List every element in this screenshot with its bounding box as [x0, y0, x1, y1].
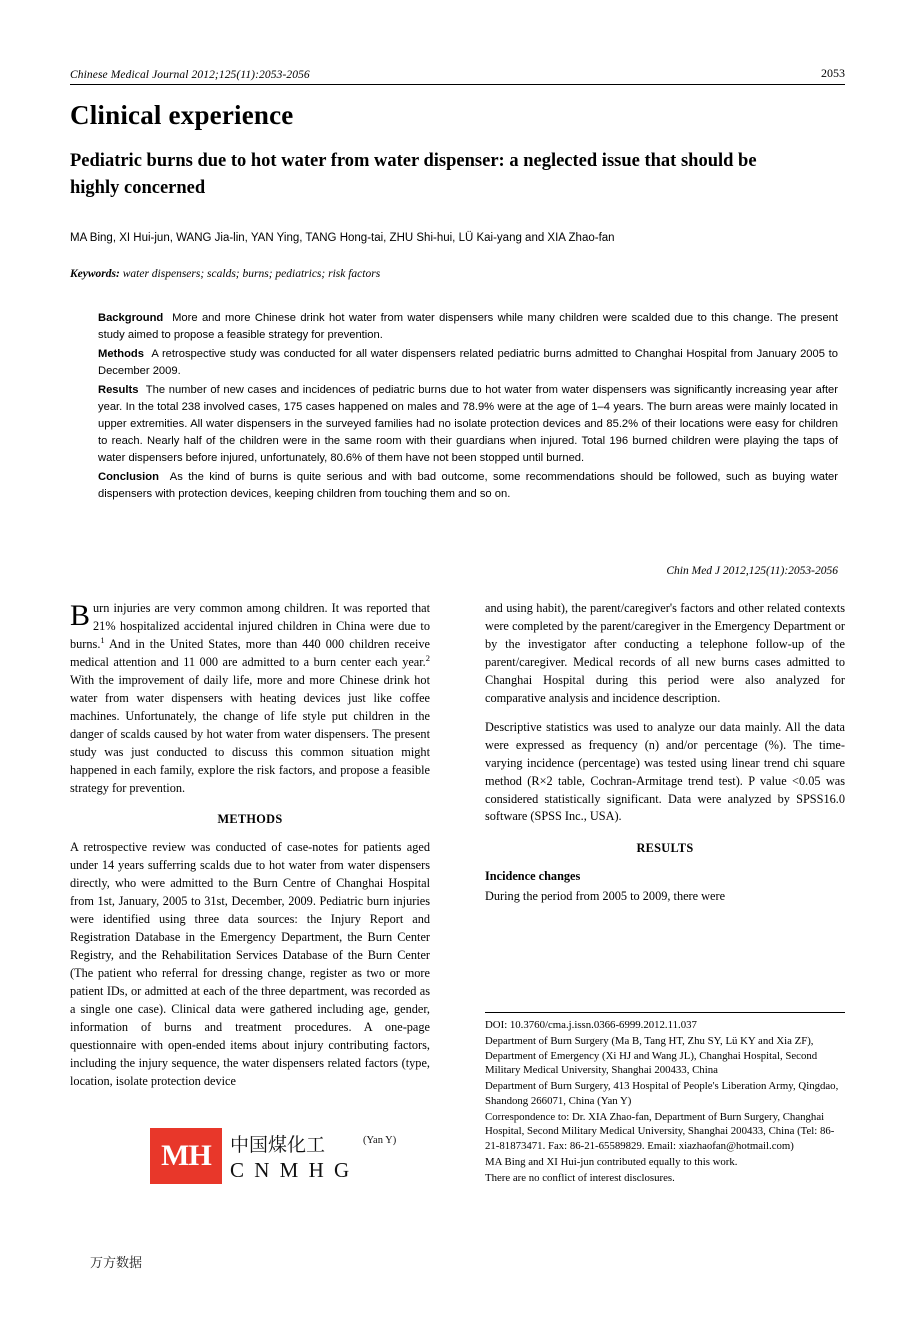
- footnote-correspondence: Correspondence to: Dr. XIA Zhao-fan, Department of Burn Surgery, Changhai Hospital, Second Military Medical University, Shanghai 200433, China (Tel: 86-21-81873471. Fax: 86-21-65589829. Email: xiazhaofan@hotmail.com): [485, 1110, 835, 1153]
- header-divider: [70, 84, 845, 85]
- body-left-column: [70, 600, 430, 1102]
- abstract-background-label: Background: [98, 312, 164, 324]
- page-number: 2053: [821, 66, 845, 80]
- section-title: Clinical experience: [70, 100, 294, 130]
- abstract-background: [98, 310, 838, 344]
- keywords-values: water dispensers; scalds; burns; pediatrics; risk factors: [119, 268, 381, 280]
- subheading-incidence-changes: Incidence changes: [485, 869, 581, 884]
- heading-results: RESULTS: [636, 841, 694, 856]
- abstract-results-text: The number of new cases and incidences of pediatric burns due to hot water from water dispensers was significantly increasing year after year. In the total 238 involved cases, 175 cases happened on males and 78.9% were at the age of 1–4 years. The burn areas were mainly located in upper extremities. All water dispensers in the surveyed families had no isolate protection devices and 85.2% of their locations were easy for children to reach. Nearly half of the children were in the same room with their guardians when injured. Total 196 burned children were playing the taps of water dispensers before injured, unfortunately, 80.6% of them have not been stopped until burned.: [98, 384, 839, 465]
- keywords-line: [70, 268, 770, 280]
- footnote-affiliation-2: Department of Burn Surgery, 413 Hospital of People's Liberation Army, Qingdao, Shandong 266071, China (Yan Y): [485, 1080, 839, 1107]
- paragraph-intro-a: urn injuries are very common among children. It was reported that 21% hospitalized accidental injured children in China were due to burns.: [70, 601, 430, 651]
- footnote-divider: [485, 1012, 845, 1013]
- footnote-doi: DOI: 10.3760/cma.j.issn.0366-6999.2012.11.037: [485, 1019, 697, 1031]
- abstract-conclusion-label: Conclusion: [98, 471, 159, 484]
- paragraph-statistics: Descriptive statistics was used to analyze our data mainly. All the data were expressed as frequency (n) and/or percentage (%). The time-varying incidence (percentage) was tested using linear trend chi square method (R×2 table, Cochran-Armitage trend test). P value <0.05 was considered statistically significant. Data were analyzed by SPSS16.0 software (SPSS Inc., USA).: [485, 719, 845, 824]
- paragraph-intro-b: And in the United States, more than 440 000 children receive medical attention and 11 000 are admitted to a burn center each year.: [70, 636, 430, 669]
- paragraph-methods-cont: and using habit), the parent/caregiver's factors and other related contexts were completed by the parent/caregiver in the Emergency Department or by the investigator after conducting a telephone follow-up of the parent/caregiver. Medical records of all new burns cases admitted to Changhai Hospital during this period were also analyzed for comparative analysis and incidence description.: [485, 601, 845, 705]
- drop-cap: B: [70, 599, 91, 632]
- abstract-methods: [98, 346, 838, 380]
- publisher-watermark: [150, 1128, 450, 1184]
- reference-marker-1: 1: [100, 634, 105, 645]
- abstract-block: [98, 310, 838, 505]
- heading-methods: METHODS: [217, 812, 283, 827]
- abstract-results: [98, 382, 838, 467]
- abstract-background-text: More and more Chinese drink hot water from water dispensers while many children were scalded due to this change. The present study aimed to propose a feasible strategy for prevention.: [98, 312, 838, 342]
- paragraph-methods: A retrospective review was conducted of case-notes for patients aged under 14 years sufferring scalds due to hot water from water dispensers directly, who were admitted to the Burn Centre of Changhai Hospital from 1st, January, 2005 to 31st, December, 2009. Pediatric burn injuries were identified using three data sources: the Injury Report and Registration Database in the Emergency Department, the Burn Center Registry, and the Rehabilitation Services Database of the Burn Center (The patient who referral for dressing change, register as two or more patient IDs, or admitted at each of the three department, was recorded as a single one case). Clinical data were gathered including age, gender, information of burns and treatment procedures. A one-page questionnaire with open-ended items about injury contributing factors, including the injury sequence, the water dispensers related factors (type, location, isolate protection device: [70, 840, 430, 1088]
- reference-marker-2: 2: [425, 652, 430, 663]
- watermark-logo-block: [150, 1128, 222, 1184]
- paragraph-intro-c: With the improvement of daily life, more and more Chinese drink hot water from water dispensers with heating devices just like coffee machines. Unfortunately, the change of life style put children in the danger of scalds caused by hot water from water dispensers. The present study was just conducted to discuss this common situation might happened in each family, explore the risk factors, and propose a feasible strategy for prevention.: [70, 672, 430, 795]
- footnote-affiliation-1: Department of Burn Surgery (Ma B, Tang HT, Zhu SY, Lü KY and Xia ZF), Department of Emergency (Xi HJ and Wang JL), Changhai Hospital, Second Military Medical University, Shanghai 200433, China: [485, 1034, 818, 1077]
- database-source-footer: 万方数据: [90, 1256, 143, 1271]
- abstract-citation: Chin Med J 2012,125(11):2053-2056: [666, 565, 838, 577]
- abstract-methods-text: A retrospective study was conducted for all water dispensers related pediatric burns admitted to Changhai Hospital from January 2005 to December 2009.: [98, 348, 839, 378]
- footnote-conflict: There are no conflict of interest disclosures.: [485, 1171, 675, 1184]
- author-list: MA Bing, XI Hui-jun, WANG Jia-lin, YAN Ying, TANG Hong-tai, ZHU Shi-hui, LÜ Kai-yang and XIA Zhao-fan: [70, 232, 615, 244]
- watermark-latin-name: C N M H G: [230, 1158, 352, 1182]
- watermark-paren-note: (Yan Y): [363, 1135, 397, 1146]
- abstract-results-label: Results: [98, 384, 139, 397]
- abstract-conclusion: [98, 469, 838, 503]
- footnote-contribution: MA Bing and XI Hui-jun contributed equally to this work.: [485, 1156, 738, 1169]
- keywords-label: Keywords:: [70, 268, 120, 280]
- abstract-conclusion-text: As the kind of burns is quite serious and with bad outcome, some recommendations should be followed, such as buying water dispensers with protection devices, keeping children from touching them and so on.: [98, 471, 839, 501]
- article-title: Pediatric burns due to hot water from water dispenser: a neglected issue that should be highly concerned: [70, 151, 757, 198]
- running-head: [70, 66, 845, 81]
- footnote-block: [485, 1018, 847, 1187]
- journal-citation: Chinese Medical Journal 2012;125(11):2053-2056: [70, 69, 310, 81]
- watermark-logo-text: MH: [161, 1139, 211, 1172]
- body-right-column: [485, 600, 845, 917]
- paragraph-intro: [70, 600, 430, 797]
- watermark-chinese-name: 中国煤化工: [230, 1134, 326, 1156]
- paragraph-incidence: During the period from 2005 to 2009, there were: [485, 889, 726, 904]
- abstract-methods-label: Methods: [98, 348, 144, 361]
